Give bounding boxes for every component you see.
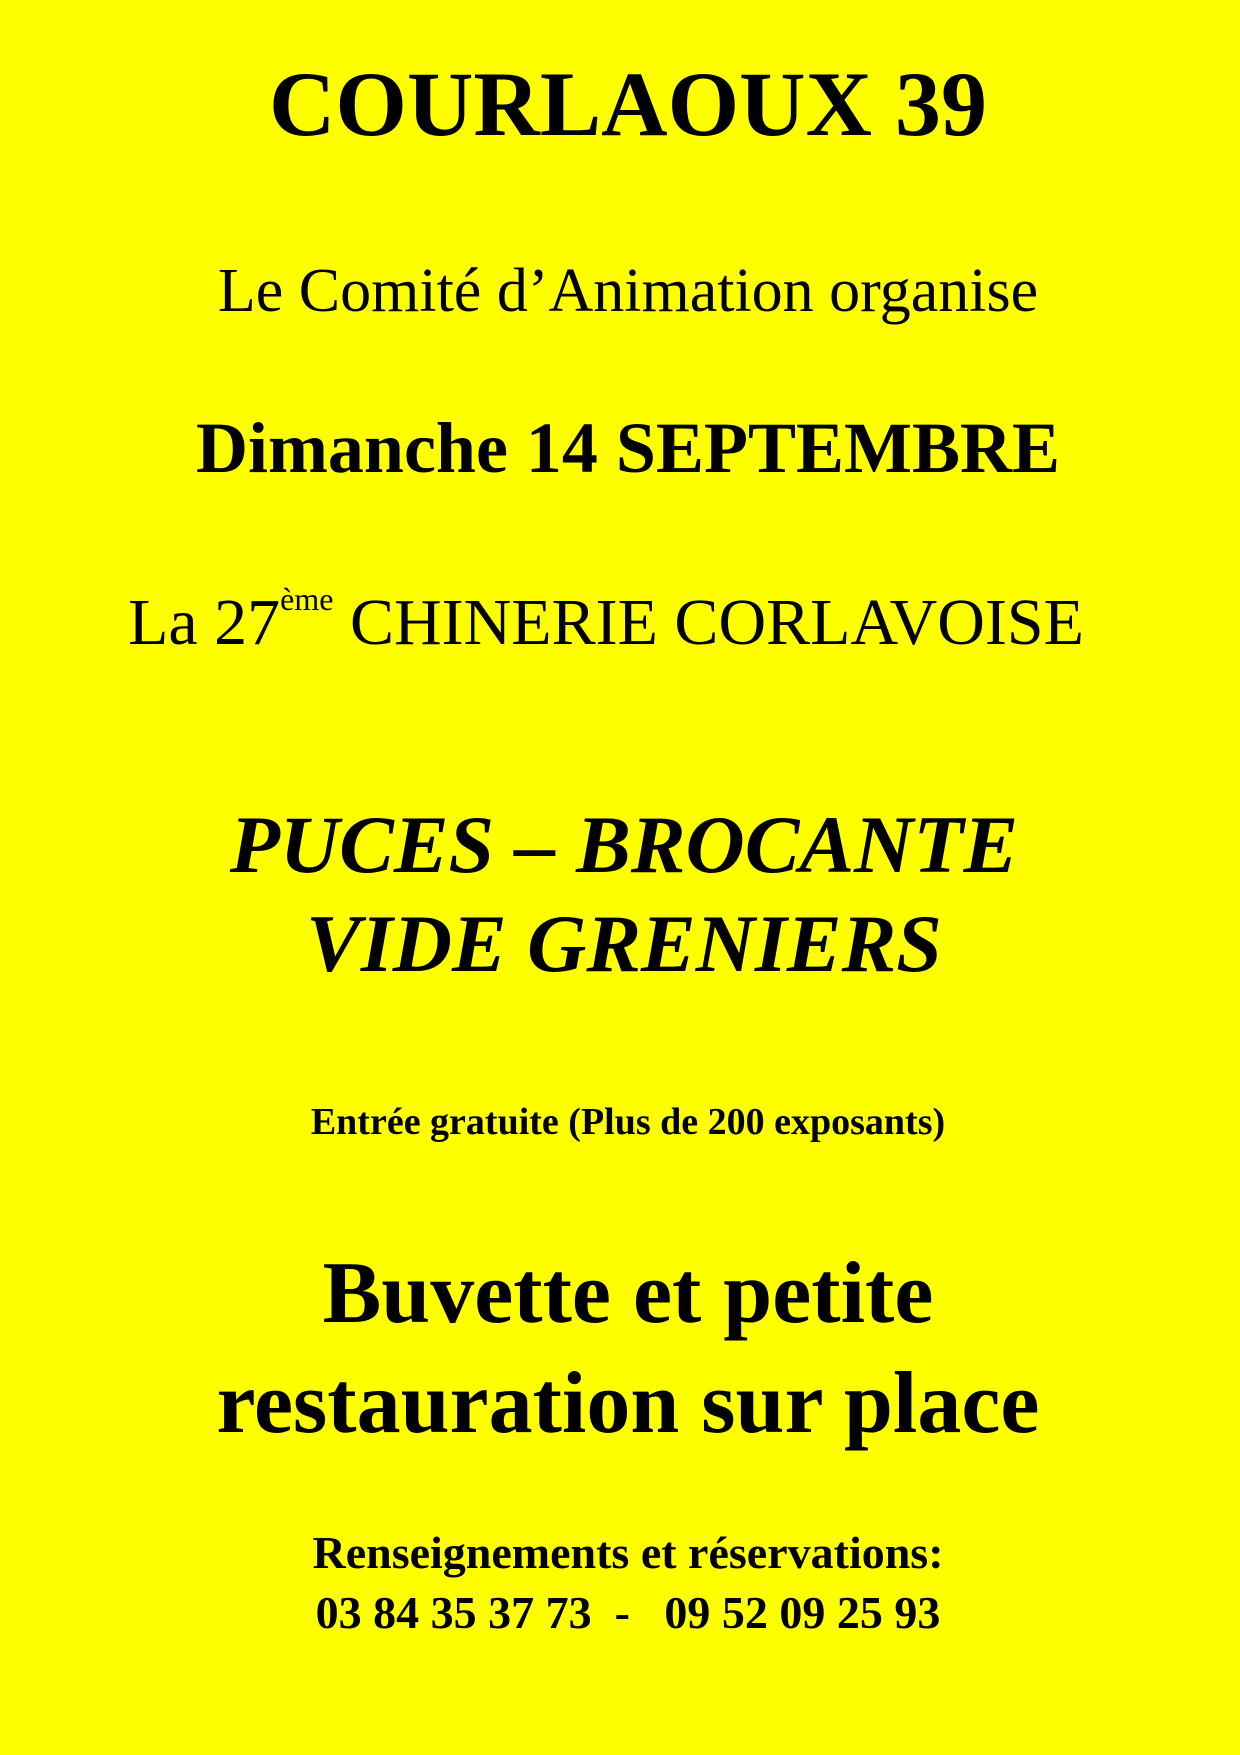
food-line-1: Buvette et petite bbox=[322, 1245, 934, 1342]
headline-line-2: VIDE GRENIERS bbox=[306, 898, 942, 989]
edition-suffix: CHINERIE CORLAVOISE bbox=[333, 586, 1084, 659]
entry-info: Entrée gratuite (Plus de 200 exposants) bbox=[310, 1101, 946, 1143]
headline-line-1: PUCES – BROCANTE bbox=[229, 799, 1019, 890]
edition-superscript: ème bbox=[280, 581, 334, 617]
poster-title: COURLAOUX 39 bbox=[268, 53, 988, 155]
edition-line bbox=[0, 581, 1226, 659]
organizer-line: Le Comité d’Animation organise bbox=[217, 257, 1039, 325]
phone-numbers: 03 84 35 37 73 - 09 52 09 25 93 bbox=[315, 1587, 941, 1638]
event-date: Dimanche 14 SEPTEMBRE bbox=[195, 408, 1061, 488]
food-line-2: restauration sur place bbox=[216, 1355, 1040, 1452]
edition-prefix: La 27 bbox=[128, 586, 281, 659]
info-label: Renseignements et réservations: bbox=[312, 1527, 944, 1578]
